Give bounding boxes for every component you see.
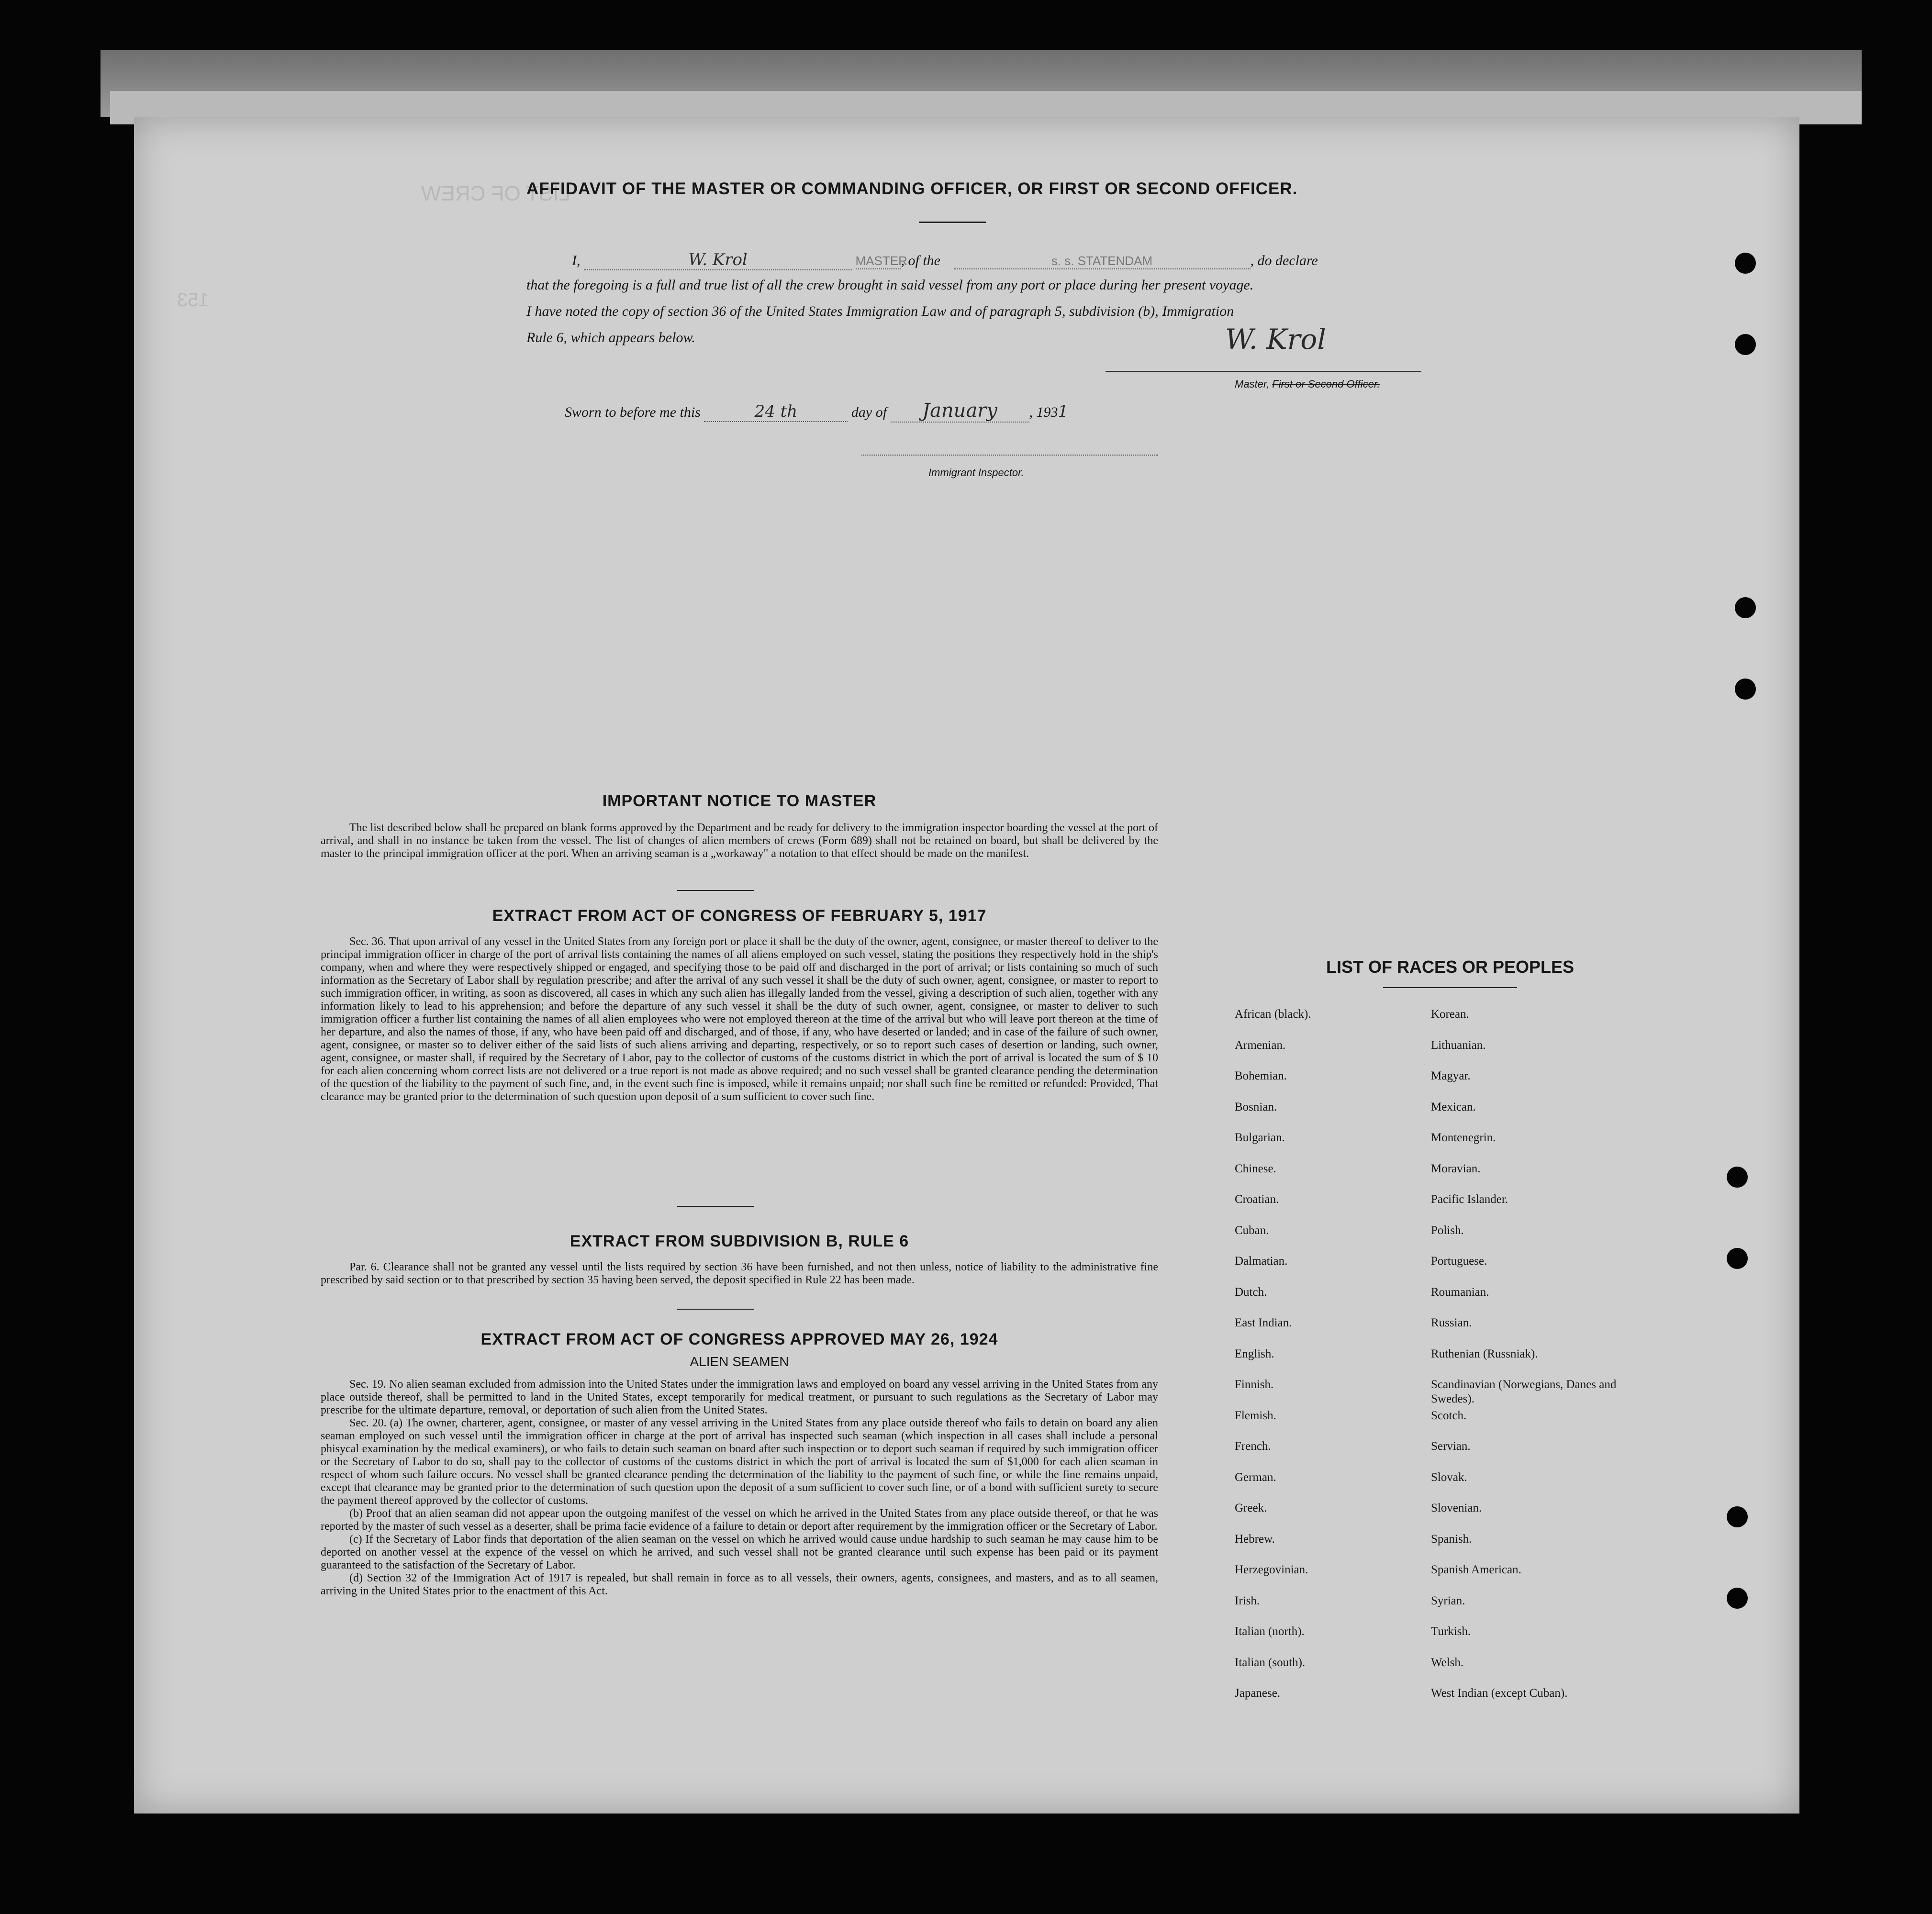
race-entry: Mexican. [1431,1100,1476,1113]
master-name-field: W. Krol [584,250,852,270]
race-entry: Croatian. [1235,1193,1279,1206]
extract-1917-text [321,935,1158,1103]
race-entry: Servian. [1431,1440,1471,1453]
declaration-line-1 [526,250,1318,270]
title-divider [919,222,986,223]
inspector-caption: Immigrant Inspector. [928,467,1024,478]
races-left-column [1235,1007,1417,1717]
sworn-year-prefix: , 193 [1029,404,1058,420]
punch-hole [1727,1248,1748,1269]
declaration-line-2: that the foregoing is a full and true list of all the crew brought in said vessel from any port or place during her present voyage. [526,277,1254,293]
race-entry: Hebrew. [1235,1532,1275,1546]
sworn-year-field: 1 [1058,402,1069,421]
notice-title: IMPORTANT NOTICE TO MASTER [602,792,877,810]
punch-hole [1727,1167,1748,1188]
race-entry: Flemish. [1235,1409,1276,1422]
par-6-paragraph: Par. 6. Clearance shall not be granted any vessel until the lists required by section 36 have been furnished, and not then unless, notice of liability to the administrative fine prescribed by said section or to that prescribed by section 35 having been served, the deposit specified in Rule 22 has been made. [321,1261,1158,1286]
race-entry: Armenian. [1235,1038,1286,1052]
race-entry: Pacific Islander. [1431,1193,1508,1206]
sworn-month-field: January [891,400,1029,423]
race-entry: Magyar. [1431,1069,1471,1082]
document-sheet [134,117,1799,1814]
race-entry: Welsh. [1431,1656,1464,1669]
race-entry: Moravian. [1431,1162,1481,1175]
sworn-day-of: day of [851,404,887,420]
declaration-line-3: I have noted the copy of section 36 of the United States Immigration Law and of paragraph 5, subdivision (b), Immigration [526,303,1234,319]
page-number: 153 [177,289,209,311]
sec-19-paragraph: Sec. 19. No alien seaman excluded from admission into the United States under the immigration laws and employed on board any vessel arriving in the United States from any place outside thereof, shall be permitted to land in the United States, except temporarily for medical treatment, or pursuant to such regulations as the Secretary of Labor may prescribe for the ultimate departure, removal, or deportation of such alien from the United States. [321,1378,1158,1416]
punch-hole [1727,1506,1748,1527]
extract-1924-text [321,1378,1158,1598]
sec-20c-paragraph: (c) If the Secretary of Labor finds that deportation of the alien seaman on the vessel on which he arrived would cause undue hardship to such seaman he may cause him to be deported on another vessel at the expence of the vessel on which he arrived, and such vessel shall not be granted clearance until such expense has been paid or its payment guaranteed to the satisfaction of the Secretary of Labor. [321,1533,1158,1571]
notice-divider [677,890,754,891]
master-signature: W. Krol [1225,323,1326,356]
race-entry: East Indian. [1235,1316,1292,1329]
race-entry: Irish. [1235,1594,1260,1607]
race-entry: Slovenian. [1431,1502,1482,1514]
race-entry: Bulgarian. [1235,1131,1285,1144]
race-entry: Turkish. [1431,1625,1471,1638]
races-right-column [1431,1007,1632,1717]
declaration-i: I, [572,253,581,268]
extract-rule-6-divider [677,1309,754,1310]
notice-paragraph: The list described below shall be prepared on blank forms approved by the Department and be ready for delivery to the immigration inspector boarding the vessel at the port of arrival, and shall in no instance be taken from the vessel. The list of changes of alien members of crews (Form 689) shall not be retained on board, but shall be delivered by the master to the principal immigration officer at the port. When an arriving seaman is a „workaway" a notation to that effect should be made on the manifest. [321,822,1158,860]
of-the-label: , of the [901,253,940,268]
race-entry: Japanese. [1235,1687,1281,1700]
race-entry: Korean. [1431,1008,1469,1021]
sec-20b-paragraph: (b) Proof that an alien seaman did not appear upon the outgoing manifest of the vessel on which he arrived in the United States from any place outside thereof, or that he was reported by the master of such vessel as a deserter, shall be prima facie evidence of a failure to detain or deport after requirement by the immigration officer or the Secretary of Labor. [321,1507,1158,1533]
race-entry: Roumanian. [1431,1285,1489,1299]
extract-rule-6-text [321,1261,1158,1287]
race-entry: Dutch. [1235,1285,1267,1299]
race-entry: Scotch. [1431,1409,1467,1422]
caption-struck-officer: First or Second Officer. [1272,378,1380,390]
race-entry: Ruthenian (Russniak). [1431,1347,1538,1360]
race-entry: Chinese. [1235,1162,1276,1175]
do-declare-label: , do declare [1250,253,1318,268]
bleed-through-heading: LIST OF CREW [421,182,571,205]
race-entry: Lithuanian. [1431,1038,1486,1052]
caption-master: Master, [1235,378,1270,390]
race-entry: Montenegrin. [1431,1131,1496,1144]
sworn-line [565,400,1068,423]
sec-20d-paragraph: (d) Section 32 of the Immigration Act of 1917 is repealed, but shall remain in force as to all vessels, their owners, agents, consignees, and masters, and as to all seamen, arriving in the United States prior to the enactment of this Act. [321,1572,1158,1597]
race-entry: Italian (south). [1235,1656,1306,1669]
race-entry: Bohemian. [1235,1069,1287,1082]
race-entry: Polish. [1431,1224,1464,1237]
inspector-signature-line [861,455,1158,456]
notice-text [321,822,1158,860]
race-entry: Bosnian. [1235,1100,1277,1113]
races-divider [1383,987,1517,988]
race-entry: Herzegovinian. [1235,1563,1308,1576]
race-entry: Spanish American. [1431,1563,1521,1576]
punch-hole [1735,679,1756,700]
punch-hole [1735,597,1756,618]
sworn-text: Sworn to before me this [565,404,701,420]
race-entry: Portuguese. [1431,1255,1487,1268]
sec-36-paragraph: Sec. 36. That upon arrival of any vessel in the United States from any foreign port or place it shall be the duty of the owner, agent, consignee, or master thereof to deliver to the principal immigration officer in charge of the port of arrival lists containing the names of all aliens employed on such vessel, stating the positions they respectively hold in the ship's company, when and where they were respectively shipped or engaged, and specifying those to be paid off and discharged in the port of arrival; or lists containing so much of such information as the Secretary of Labor shall by regulation prescribe; and after the arrival of any such vessel it shall be the duty of such owner, agent, consignee, or master to report to such immigration officer, in writing, as soon as discovered, all cases in which any such alien has illegally landed from the vessel, giving a description of such alien, together with any information likely to lead to his apprehension; and before the departure of any such vessel it shall be the duty of such owner, agent, consignee, or master to deliver to such immigration officer a further list containing the names of all alien employees who were not employed thereon at the time of the arrival but who will leave port thereon at the time of her departure, and also the names of those, if any, who have been paid off and discharged, and of those, if any, who have deserted or landed; and in case of the failure of such owner, agent, consignee, or master so to deliver either of the said lists of such aliens arriving and departing, respectively, or so to report such cases of desertion or landing, such owner, agent, consignee, or master shall, if required by the Secretary of Labor, pay to the collector of customs of the customs district in which the port of arrival is located the sum of $ 10 for each alien concerning whom correct lists are not delivered or a true report is not made as above required; and no such vessel shall be granted clearance pending the determination of the question of the liability to the payment of such fine, and, in the event such fine is imposed, while it remains unpaid; nor shall such fine be remitted or refunded: Provided, That clearance may be granted prior to the determination of such question upon deposit of a sum sufficient to cover such fine. [321,935,1158,1103]
race-entry: Cuban. [1235,1224,1269,1237]
extract-1917-divider [677,1206,754,1207]
race-entry: African (black). [1235,1008,1311,1021]
affidavit-title: AFFIDAVIT OF THE MASTER OR COMMANDING OFFICER, OR FIRST OR SECOND OFFICER. [526,179,1298,198]
race-entry: Spanish. [1431,1532,1472,1546]
extract-1917-title: EXTRACT FROM ACT OF CONGRESS OF FEBRUARY 5, 1917 [492,907,987,925]
extract-rule-6-title: EXTRACT FROM SUBDIVISION B, RULE 6 [570,1232,909,1250]
race-entry: Slovak. [1431,1470,1467,1484]
signature-caption [1235,378,1380,390]
sworn-day-field: 24 th [704,402,848,422]
race-entry: French. [1235,1440,1271,1453]
race-entry: German. [1235,1470,1276,1484]
race-entry: Syrian. [1431,1594,1465,1607]
punch-hole [1735,253,1756,274]
race-entry: Russian. [1431,1316,1472,1329]
punch-hole [1735,334,1756,355]
signature-line [1106,371,1421,372]
vessel-field: s. s. STATENDAM [954,254,1251,269]
race-entry: Italian (north). [1235,1625,1305,1638]
race-entry: English. [1235,1347,1274,1360]
declaration-line-4: Rule 6, which appears below. [526,330,695,345]
punch-hole [1727,1588,1748,1609]
race-entry: Finnish. [1235,1378,1274,1391]
extract-1924-title: EXTRACT FROM ACT OF CONGRESS APPROVED MAY 26, 1924 [480,1330,998,1348]
race-entry: Dalmatian. [1235,1255,1288,1268]
sec-20a-paragraph: Sec. 20. (a) The owner, charterer, agent, consignee, or master of any vessel arriving in the United States from any place outside thereof who fails to detain on board any alien seaman employed on such vessel until the immigration officer in charge at the port of arrival has inspected such seaman (which inspection in all cases shall include a personal phisycal examination by the medical examiners), or who fails to detain such seaman on board after such inspection or to deport such seaman if required by such immigration officer or the Secretary of Labor to do so, shall pay to the collector of customs of the customs district in which the port of arrival is located the sum of $1,000 for each alien seaman in respect of whom such failure occurs. No vessel shall be granted clearance pending the determination of the liability to the payment of such fine, or while the fine remains unpaid, except that clearance may be granted prior to the determination of such question upon the deposit of a sum sufficient to cover such fine, or of a bond with sufficient surety to secure the payment thereof approved by the collector of customs. [321,1417,1158,1507]
race-entry: Greek. [1235,1502,1267,1514]
races-title: LIST OF RACES OR PEOPLES [1326,957,1575,977]
race-entry: Scandinavian (Norwegians, Danes and Swedes). [1431,1378,1617,1405]
alien-seamen-subtitle: ALIEN SEAMEN [690,1354,789,1369]
race-entry: West Indian (except Cuban). [1431,1687,1568,1700]
role-field: MASTER [856,254,901,269]
